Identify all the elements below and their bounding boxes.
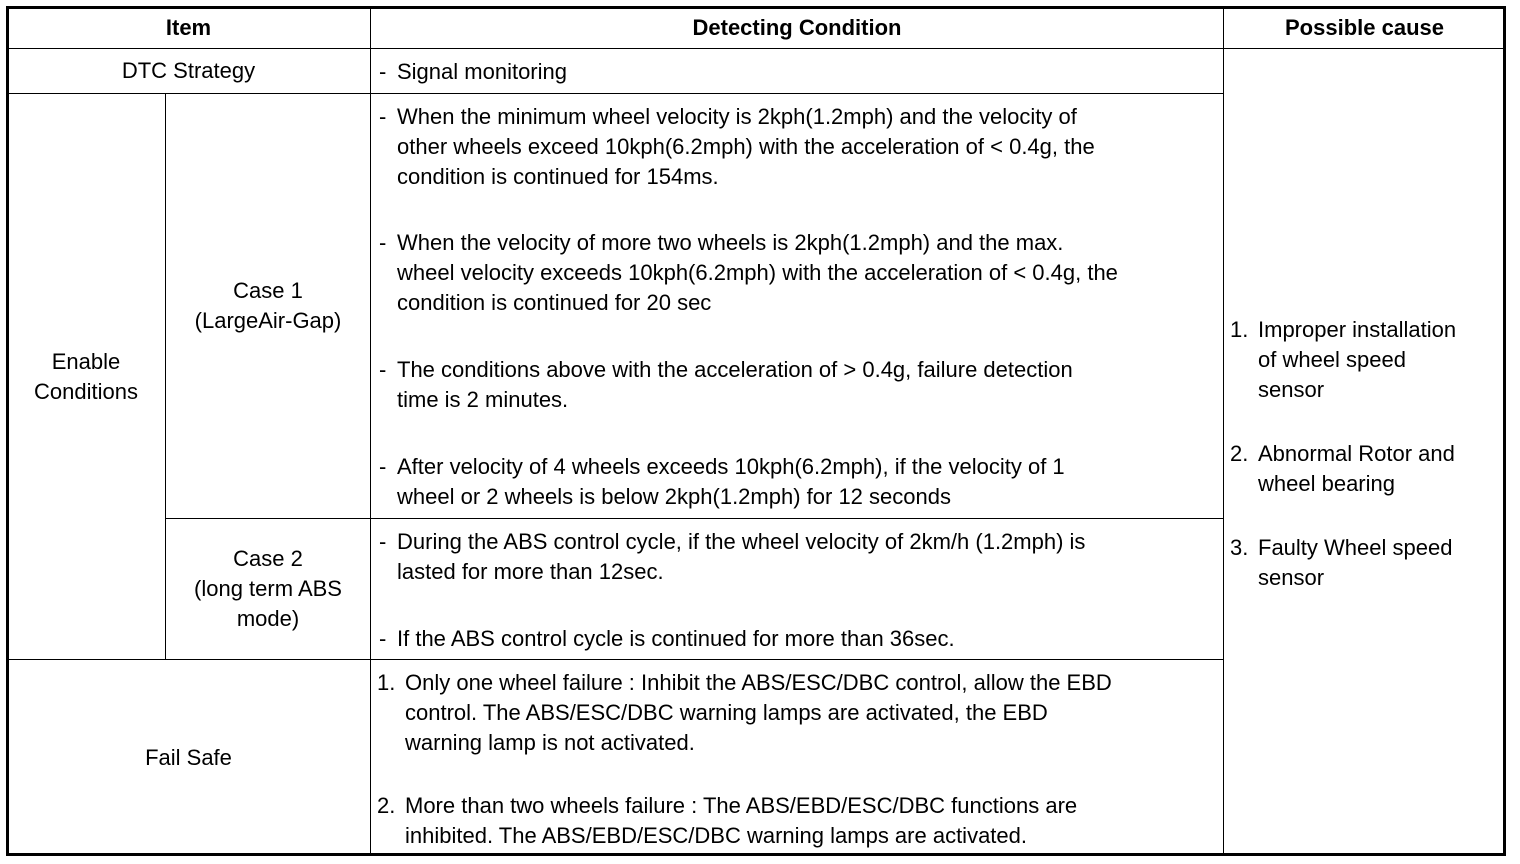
cause-number: 2. (1230, 441, 1249, 466)
fail-safe-line: More than two wheels failure : The ABS/EBD/ESC/DBC functions are (405, 793, 1078, 818)
dtc-strategy-condition-text: Signal monitoring (397, 59, 567, 84)
cause-line: Abnormal Rotor and (1258, 441, 1455, 466)
dash-marker: - (379, 626, 387, 651)
condition-line: condition is continued for 154ms. (397, 164, 719, 189)
case1-label-cell (165, 93, 371, 519)
cause-text (1258, 439, 1497, 499)
cause-number: 3. (1230, 535, 1249, 560)
enable-conditions-label (34, 347, 138, 407)
case1-conditions-cell (370, 93, 1224, 519)
enable-conditions-label-cell (6, 93, 166, 660)
cause-text (1258, 315, 1497, 405)
condition-line: After velocity of 4 wheels exceeds 10kph(6.2mph), if the velocity of 1 (397, 454, 1065, 479)
case2-label-cell (165, 518, 371, 660)
condition-line: If the ABS control cycle is continued for more than 36sec. (397, 626, 955, 651)
fail-safe-number: 2. (377, 793, 396, 818)
condition-text (397, 452, 1217, 512)
condition-line: other wheels exceed 10kph(6.2mph) with the acceleration of < 0.4g, the (397, 134, 1095, 159)
dash-marker: - (379, 59, 387, 84)
dtc-strategy-label-cell (6, 48, 371, 94)
condition-line: wheel or 2 wheels is below 2kph(1.2mph) for 12 seconds (397, 484, 951, 509)
header-possible-cause (1223, 6, 1506, 49)
enable-label-line: Enable (51, 348, 121, 374)
condition-line: wheel velocity exceeds 10kph(6.2mph) with the acceleration of < 0.4g, the (397, 260, 1118, 285)
fail-safe-text (405, 791, 1217, 851)
case2-label-line: (long term ABS (194, 576, 342, 601)
header-cause-text: Possible cause (1285, 14, 1444, 40)
fail-safe-line: warning lamp is not activated. (405, 730, 695, 755)
condition-text (397, 624, 1217, 654)
condition-line: When the velocity of more two wheels is 2kph(1.2mph) and the max. (397, 230, 1064, 255)
condition-line: lasted for more than 12sec. (397, 559, 664, 584)
case2-conditions-cell (370, 518, 1224, 660)
condition-text (397, 527, 1217, 587)
cause-line: of wheel speed (1258, 347, 1406, 372)
condition-line: time is 2 minutes. (397, 387, 569, 412)
condition-line: condition is continued for 20 sec (397, 290, 712, 315)
enable-label-line: Conditions (34, 378, 138, 404)
dtc-strategy-label: DTC Strategy (121, 58, 256, 83)
condition-line: During the ABS control cycle, if the wheel velocity of 2km/h (1.2mph) is (397, 529, 1086, 554)
cause-line: wheel bearing (1258, 471, 1395, 496)
header-detecting-condition (370, 6, 1224, 49)
dash-marker: - (379, 104, 387, 129)
dash-marker: - (379, 529, 387, 554)
header-item (6, 6, 371, 49)
case2-label (194, 544, 342, 634)
dtc-strategy-condition-cell (370, 48, 1224, 94)
fail-safe-text (405, 668, 1217, 758)
header-item-text: Item (165, 14, 212, 40)
condition-text (397, 228, 1217, 318)
fail-safe-line: inhibited. The ABS/EBD/ESC/DBC warning lamps are activated. (405, 823, 1028, 848)
cause-line: sensor (1258, 565, 1325, 590)
cause-line: Faulty Wheel speed (1258, 535, 1453, 560)
fail-safe-label-cell (6, 659, 371, 856)
condition-line: The conditions above with the acceleration of > 0.4g, failure detection (397, 357, 1073, 382)
cause-line: sensor (1258, 377, 1325, 402)
header-detecting-text: Detecting Condition (692, 14, 902, 40)
case1-label-line: Case 1 (233, 278, 303, 303)
condition-text (397, 355, 1217, 415)
fail-safe-content-cell (370, 659, 1224, 856)
cause-line: Improper installation (1258, 317, 1457, 342)
condition-text (397, 102, 1217, 192)
case2-label-line: Case 2 (233, 546, 303, 571)
dash-marker: - (379, 230, 387, 255)
case1-label-line: (LargeAir-Gap) (194, 308, 342, 333)
cause-number: 1. (1230, 317, 1249, 342)
condition-line: When the minimum wheel velocity is 2kph(1.2mph) and the velocity of (397, 104, 1077, 129)
fail-safe-number: 1. (377, 670, 396, 695)
cause-text (1258, 533, 1497, 593)
possible-cause-cell (1223, 48, 1506, 856)
case2-label-line: mode) (236, 606, 300, 631)
fail-safe-line: Only one wheel failure : Inhibit the ABS/ESC/DBC control, allow the EBD (405, 670, 1112, 695)
fail-safe-line: control. The ABS/ESC/DBC warning lamps are activated, the EBD (405, 700, 1048, 725)
dash-marker: - (379, 357, 387, 382)
fail-safe-label: Fail Safe (145, 744, 232, 770)
dash-marker: - (379, 454, 387, 479)
case1-label (195, 276, 342, 336)
